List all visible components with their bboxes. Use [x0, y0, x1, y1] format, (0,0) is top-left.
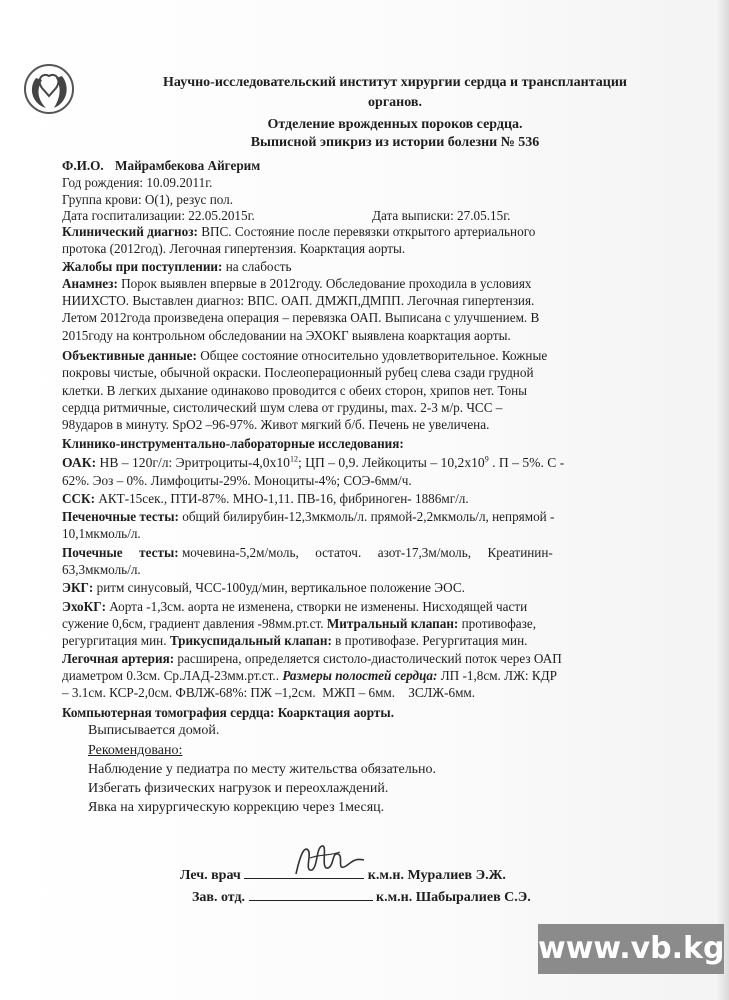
- liver-line-2: 10,1мкмоль/л.: [62, 526, 141, 541]
- discharge-date: Дата выписки: 27.05.15г.: [372, 208, 511, 223]
- ekg-label: ЭКГ:: [62, 580, 94, 595]
- discharge-home: Выписывается домой.: [88, 723, 220, 738]
- page-edge-shadow: [715, 0, 729, 1000]
- birth-date: Год рождения: 10.09.2011г.: [62, 175, 213, 190]
- watermark: www.vb.kg: [538, 924, 724, 974]
- admission-date: Дата госпитализации: 22.05.2015г.: [62, 208, 255, 223]
- blood-group: Группа крови: О(1), резус пол.: [62, 192, 234, 207]
- echo-line-4: [62, 650, 662, 667]
- oak-line-2: 62%. Эоз – 0%. Лимфоциты-29%. Моноциты-4%; СОЭ-6мм/ч.: [62, 473, 412, 488]
- document-title: Выписной эпикриз из истории болезни № 536: [250, 135, 540, 150]
- echo-label: ЭхоКГ:: [62, 599, 106, 614]
- echo-text-3a: регургитация мин.: [62, 633, 170, 648]
- objective-line-1: [62, 347, 662, 364]
- oak-line-1: [62, 454, 662, 471]
- anamnesis-line-1: [62, 275, 662, 292]
- institute-name: Научно-исследовательский институт хирургии сердца и трансплантации: [163, 75, 627, 90]
- ssk-row: [62, 490, 662, 507]
- anamnesis-line-4: 2015году на контрольном обследовании на ЭХОКГ выявлена коарктация аорты.: [62, 328, 511, 343]
- oak-sup-2: 9: [484, 454, 489, 464]
- liver-text: общий билирубин-12,3мкмоль/л. прямой-2,2мкмоль/л, непрямой -: [182, 509, 555, 524]
- recommendation-item: Явка на хирургическую коррекцию через 1месяц.: [88, 800, 385, 815]
- objective-line-5: 98ударов в минуту. SpO2 –96-97%. Живот мягкий б/б. Печень не увеличена.: [62, 417, 490, 432]
- head-label: Зав. отд.: [192, 890, 246, 905]
- oak-label: ОАК:: [62, 455, 97, 470]
- echo-line-1: [62, 598, 662, 615]
- pulmonary-artery-label: Легочная артерия:: [62, 651, 175, 666]
- diagnosis-text: ВПС. Состояние после перевязки открытого артериального: [201, 224, 536, 239]
- oak-text-3: . П – 5%. С -: [488, 455, 565, 470]
- liver-label: Печеночные тесты:: [62, 509, 179, 524]
- complaints-row: [62, 258, 662, 275]
- doctor-signature-row: [180, 866, 506, 884]
- objective-label: Объективные данные:: [62, 348, 197, 363]
- diagnosis-line-2: протока (2012год). Легочная гипертензия. Коарктация аорты.: [62, 241, 406, 256]
- diagnosis-label: Клинический диагноз:: [62, 224, 198, 239]
- clinical-header: Клинико-инструментально-лабораторные исследования:: [62, 436, 404, 451]
- echo-text-5a: диаметром 0.3см. Ср.ЛАД-23мм.рт.ст..: [62, 668, 283, 683]
- mitral-label: Митральный клапан:: [326, 616, 459, 631]
- anamnesis-label: Анамнез:: [62, 276, 118, 291]
- objective-line-3: клетки. В легких дыхание одинаково проводится с обеих сторон, хрипов нет. Тоны: [62, 383, 528, 398]
- head-name: к.м.н. Шабыралиев С.Э.: [376, 890, 531, 905]
- heart-sizes-label: Размеры полостей сердца:: [282, 668, 438, 683]
- institute-logo-icon: [22, 62, 76, 116]
- institute-name-cont: органов.: [368, 95, 422, 110]
- tricuspid-label: Трикуспидальный клапан:: [169, 633, 332, 648]
- ct-row: Компьютерная томография сердца: Коарктация аорты.: [62, 705, 394, 720]
- echo-text-3b: в противофазе. Регургитация мин.: [331, 633, 528, 648]
- oak-text-1: НВ – 120г/л: Эритроциты-4,0х10: [96, 455, 290, 470]
- echo-line-3: [62, 632, 662, 649]
- anamnesis-text: Порок выявлен впервые в 2012году. Обследование проходила в условиях: [121, 276, 532, 291]
- anamnesis-line-2: НИИХСТО. Выставлен диагноз: ВПС. ОАП. ДМЖП,ДМПП. Легочная гипертензия.: [62, 293, 535, 308]
- echo-text-2b: противофазе,: [458, 616, 537, 631]
- doctor-signature-line: [244, 866, 364, 879]
- recommendation-item: Избегать физических нагрузок и переохлаждений.: [88, 781, 389, 796]
- ssk-text: АКТ-15сек., ПТИ-87%. МНО-1,11. ПВ-16, фибриноген- 1886мг/л.: [98, 491, 469, 506]
- echo-text-2a: сужение 0,6см, градиент давления -98мм.рт.ст.: [62, 616, 327, 631]
- echo-line-2: [62, 615, 662, 632]
- complaints-text: на слабость: [225, 259, 292, 274]
- liver-line-1: [62, 508, 662, 525]
- department-name: Отделение врожденных пороков сердца.: [267, 117, 523, 132]
- objective-line-2: покровы чистые, обычной окраски. Послеоперационный рубец слева сзади грудной: [62, 365, 534, 380]
- head-signature-row: [192, 888, 531, 906]
- objective-line-4: сердца ритмичные, систолический шум слева от грудины, max. 2-3 м/р. ЧСС –: [62, 400, 503, 415]
- ssk-label: ССК:: [62, 491, 96, 506]
- doctor-label: Леч. врач: [180, 868, 241, 883]
- diagnosis-line-1: [62, 223, 662, 240]
- patient-name-label: Ф.И.О.: [62, 158, 104, 173]
- echo-text-5b: ЛП -1,8см. ЛЖ: КДР: [437, 668, 557, 683]
- recommendation-item: Наблюдение у педиатра по месту жительства обязательно.: [88, 762, 437, 777]
- echo-text-1: Аорта -1,3см. аорта не изменена, створки не изменены. Нисходящей части: [109, 599, 528, 614]
- ekg-text: ритм синусовый, ЧСС-100уд/мин, вертикальное положение ЭОС.: [96, 580, 465, 595]
- kidney-text: мочевина-5,2м/моль, остаточ. азот-17,3м/моль, Креатинин-: [181, 545, 553, 560]
- kidney-label: Почечные тесты:: [62, 545, 179, 560]
- anamnesis-line-3: Летом 2012года произведена операция – перевязка ОАП. Выписана с улучшением. В: [62, 310, 540, 325]
- ekg-row: [62, 579, 662, 596]
- echo-line-6: – 3.1см. КСР-2,0см. ФВЛЖ-68%: ПЖ –1,2см. МЖП – 6мм. ЗСЛЖ-6мм.: [62, 685, 476, 700]
- objective-text: Общее состояние относительно удовлетворительное. Кожные: [200, 348, 548, 363]
- head-signature-line: [249, 888, 373, 901]
- kidney-line-2: 63,3мкмоль/л.: [62, 562, 141, 577]
- recommended-label: Рекомендовано:: [88, 743, 183, 758]
- patient-name-row: [62, 157, 662, 174]
- echo-text-4: расширена, определяется систоло-диастолический поток через ОАП: [174, 651, 562, 666]
- doctor-name: к.м.н. Муралиев Э.Ж.: [367, 868, 506, 883]
- complaints-label: Жалобы при поступлении:: [62, 259, 223, 274]
- echo-line-5: [62, 667, 662, 684]
- patient-name: Майрамбекова Айгерим: [115, 158, 261, 173]
- oak-text-2: ; ЦП – 0,9. Лейкоциты – 10,2х10: [297, 455, 485, 470]
- kidney-line-1: [62, 544, 662, 561]
- oak-sup-1: 12: [289, 454, 298, 464]
